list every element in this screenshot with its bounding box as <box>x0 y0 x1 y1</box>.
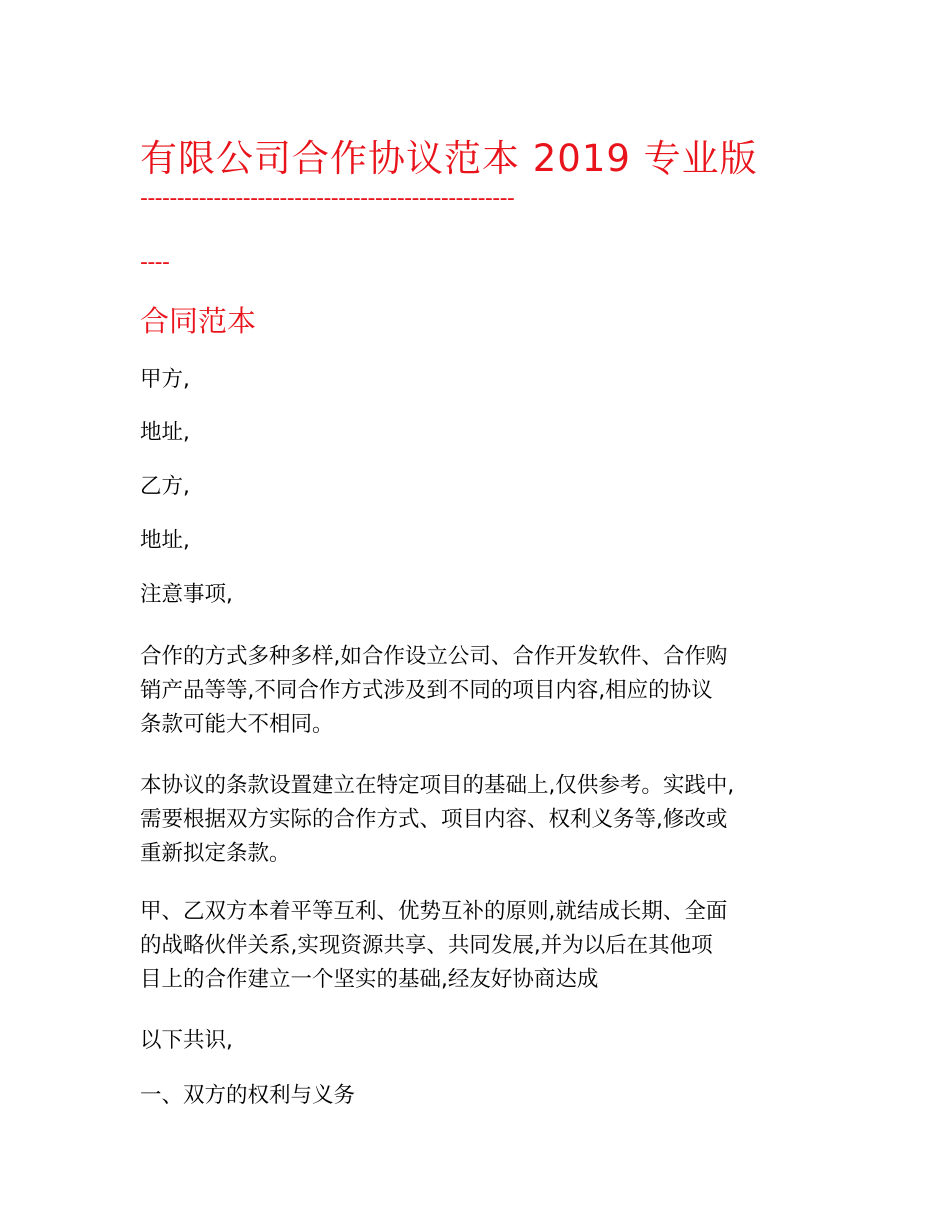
field-address-a: 地址, <box>140 420 190 445</box>
paragraph-line: 合作的方式多种多样,如合作设立公司、合作开发软件、合作购 <box>140 644 728 669</box>
field-address-b: 地址, <box>140 528 190 553</box>
field-party-b: 乙方, <box>140 474 190 499</box>
paragraph <box>140 769 734 871</box>
consensus-line: 以下共识, <box>140 1028 233 1053</box>
section-heading: 合同范本 <box>140 304 257 338</box>
document-title: 有限公司合作协议范本 2019 专业版 <box>140 137 758 180</box>
section-rights-obligations: 一、双方的权利与义务 <box>140 1083 356 1108</box>
paragraph-line: 本协议的条款设置建立在特定项目的基础上,仅供参考。实践中, <box>140 773 735 798</box>
paragraph-line: 的战略伙伴关系,实现资源共享、共同发展,并为以后在其他项 <box>140 933 713 958</box>
field-party-a: 甲方, <box>140 367 190 392</box>
separator-line: --------------------------------------------------- <box>140 186 515 211</box>
paragraph-line: 甲、乙双方本着平等互利、优势互补的原则,就结成长期、全面 <box>140 899 728 924</box>
paragraph-line: 重新拟定条款。 <box>140 841 291 866</box>
paragraph-line: 目上的合作建立一个坚实的基础,经友好协商达成 <box>140 967 599 992</box>
paragraph-line: 需要根据双方实际的合作方式、项目内容、权利义务等,修改或 <box>140 807 728 832</box>
paragraph-line: 销产品等等,不同合作方式涉及到不同的项目内容,相应的协议 <box>140 678 713 703</box>
paragraph <box>140 640 727 742</box>
paragraph <box>140 895 727 997</box>
paragraph-line: 条款可能大不相同。 <box>140 712 334 737</box>
separator-line: ---- <box>140 250 170 275</box>
field-notes: 注意事项, <box>140 582 233 607</box>
